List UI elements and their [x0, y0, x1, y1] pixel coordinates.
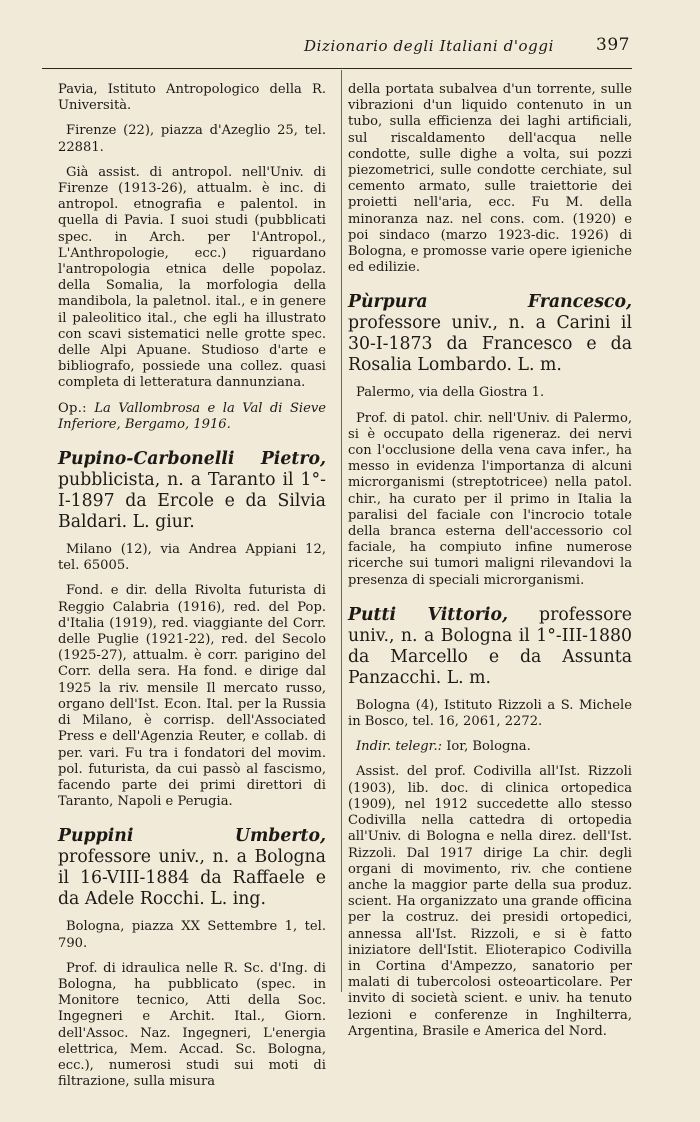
entry-biography: Assist. del prof. Codivilla all'Ist. Rizzoli (1903), lib. doc. di clinica ortopedica (1909), nel 1912 succedette allo stesso Codivilla nella cattedra di ortopedia all'Univ. di Bologna e nella direz. dell'Ist. Rizzoli. Dal 1917 dirige La chir. degli organi di movimento, riv. che contiene anche la maggior parte della sua produz. scient. Ha organizzato una grande officina per la costruz. dei presidi ortopedici, annessa all'Ist. Rizzoli, e si è fatto iniziatore dell'Istit. Elioterapico Codivilla in Cortina d'Ampezzo, sanatorio per malati di tubercolosi osteoarticolare. Per invito di società scient. e univ. ha tenuto lezioni e conferenze in Inghilterra, Argentina, Brasile e America del Nord. — [348, 764, 632, 1039]
entry-address: Pavia, Istituto Antropologico della R. Università. — [58, 82, 326, 114]
telegraph-value: Ior, Bologna. — [446, 739, 531, 755]
entry-name: Pùrpura Francesco, — [348, 292, 632, 313]
entry-biography: Fond. e dir. della Rivolta futurista di Reggio Calabria (1916), red. del Pop. d'Italia (1919), red. viaggiante del Corr. delle Puglie (1921-22), red. del Secolo (1925-27), attualm. è corr. parigino del Corr. della sera. Ha fond. e dirige dal 1925 la riv. mensile Il mercato russo, organo dell'Ist. Econ. Ital. per la Russia di Milano, è corrisp. dell'Associated Press e dell'Agenzia Reuter, e collab. di per. vari. Fu tra i fondatori del movim. pol. futurista, da cui passò al fascismo, facendo parte dei primi direttori di Taranto, Napoli e Perugia. — [58, 583, 326, 810]
works-label: Op.: — [58, 400, 87, 416]
entry-heading — [348, 605, 632, 689]
entry-address: Milano (12), via Andrea Appiani 12, tel. 65005. — [58, 542, 326, 574]
entry-heading-text: professore univ., n. a Bologna il 1°-III-1880 da Marcello e da Assunta Panzacchi. L. m. — [348, 604, 632, 688]
entry-name: Puppini Umberto, — [58, 826, 326, 847]
left-column — [58, 82, 326, 1099]
entry-address: Bologna (4), Istituto Rizzoli a S. Michele in Bosco, tel. 16, 2061, 2272. — [348, 697, 632, 730]
entry-biography: Già assist. di antropol. nell'Univ. di Firenze (1913-26), attualm. è inc. di antropol. etnografia e palentol. in quella di Pavia. I suoi studi (pubblicati spec. in Arch. per l'Antropol., L'Anthropologie, ecc.) riguardano l'antropologia etnica delle popolaz. della Somalia, la morfologia della mandibola, la paletnol. ital., e in genere il paleolitico ital., che egli ha illustrato con scavi sistematici nelle grotte spec. delle Alpi Apuane. Studioso d'arte e bibliografo, possiede una collez. quasi completa di letteratura dannunziana. — [58, 164, 326, 391]
entry-heading — [58, 449, 326, 533]
running-title: Dizionario degli Italiani d'oggi — [304, 37, 554, 55]
running-header — [42, 35, 632, 57]
works-text: La Vallombrosa e la Val di Sieve Inferiore, Bergamo, 1916. — [58, 400, 326, 432]
entry-heading — [348, 292, 632, 376]
entry-name: Pupino-Carbonelli Pietro, — [58, 449, 326, 470]
page-number: 397 — [596, 35, 630, 55]
entry-address: Palermo, via della Giostra 1. — [356, 385, 545, 401]
entry-biography: Prof. di patol. chir. nell'Univ. di Palermo, si è occupato della rigeneraz. dei nervi con l'occlusione della vena cava infer., ha messo in evidenza l'importanza di alcuni microrganismi (streptotricee) nella patol. chir., ha curato per il primo in Italia la paralisi del faciale con l'incrocio totale della branca esterna dell'accessorio col faciale, ha compiuto infine numerose ricerche sui tumori maligni rilevandovi la presenza di speciali microrganismi. — [348, 410, 632, 588]
entry-biography: Prof. di idraulica nelle R. Sc. d'Ing. di Bologna, ha pubblicato (spec. in Monitore tecnico, Atti della Soc. Ingegneri e Archit. Ital., Giorn. dell'Assoc. Naz. Ingegneri, L'energia elettrica, Mem. Accad. Sc. Bologna, ecc.), numerosi studi sui moti di filtrazione, sulla misura — [58, 960, 326, 1090]
entry-works — [58, 401, 326, 433]
right-column — [348, 82, 632, 1049]
entry-address: Bologna, piazza XX Settembre 1, tel. 790. — [58, 919, 326, 951]
entry-heading-text: professore univ., n. a Carini il 30-I-1873 da Francesco e da Rosalia Lombardo. L. m. — [348, 313, 632, 376]
entry-heading — [58, 826, 326, 910]
entry-heading-text: pubblicista, n. a Taranto il 1°-I-1897 da Ercole e da Silvia Baldari. L. giur. — [58, 470, 326, 533]
entry-biography: della portata subalvea d'un torrente, sulle vibrazioni d'un liquido contenuto in un tubo, sulla efficienza dei laghi artificiali, sul riscaldamento dell'acqua nelle condotte, sulle dighe a volta, sui pozzi piezometrici, sulle condotte cerchiate, sul cemento armato, sulle traiettorie dei proietti nell'aria, ecc. Fu M. della minoranza naz. nel cons. com. (1920) e poi sindaco (marzo 1923-dic. 1926) di Bologna, e promosse varie opere igieniche ed edilizie. — [348, 82, 632, 276]
column-divider — [341, 70, 342, 992]
entry-telegraph — [348, 739, 632, 755]
entry-heading-text: professore univ., n. a Bologna il 16-VIII-1884 da Raffaele e da Adele Rocchi. L. ing. — [58, 847, 326, 910]
entry-address: Firenze (22), piazza d'Azeglio 25, tel. 22881. — [58, 123, 326, 155]
entry-name: Putti Vittorio, — [348, 604, 508, 625]
telegraph-label: Indir. telegr.: — [356, 739, 443, 755]
header-rule — [42, 68, 632, 69]
